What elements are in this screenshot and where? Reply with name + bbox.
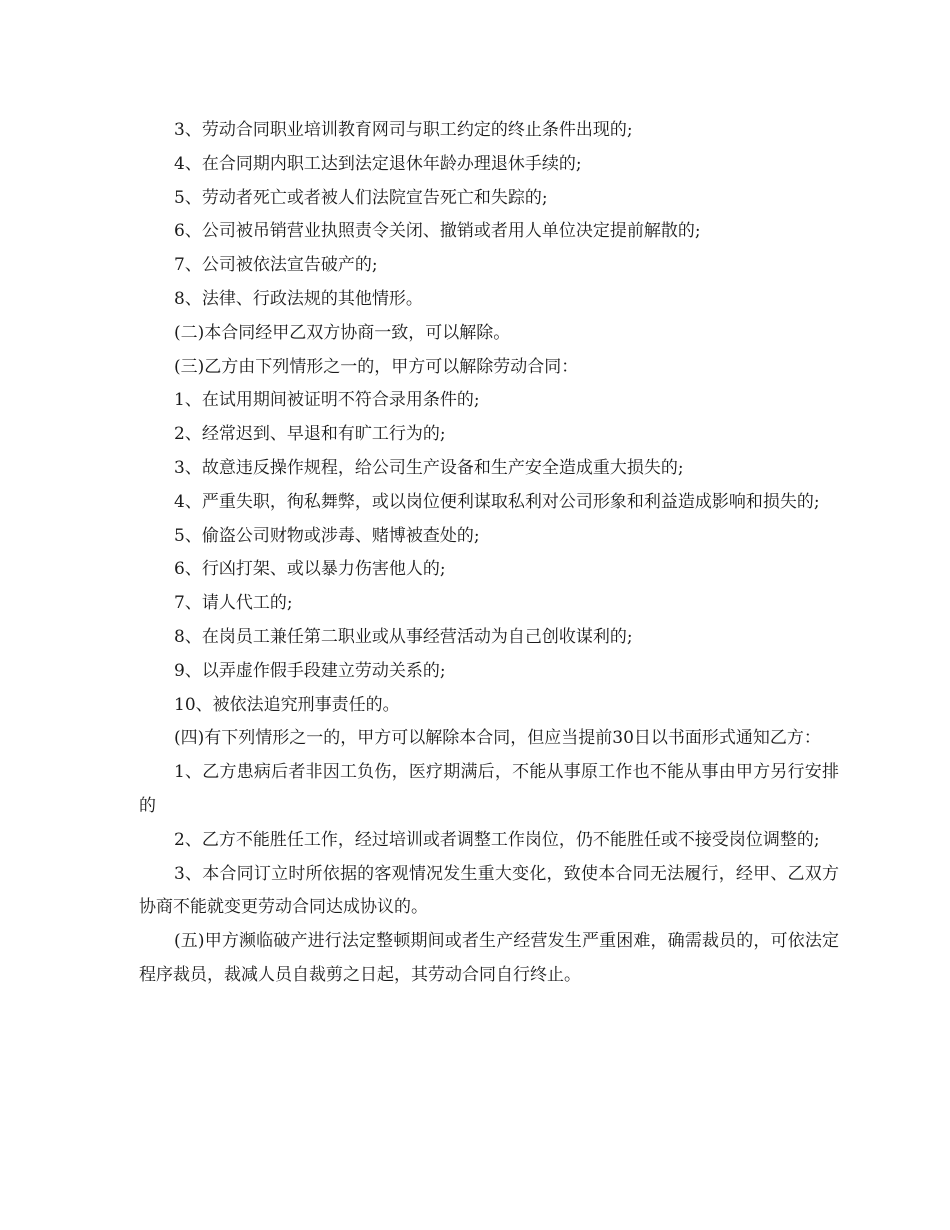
clause-dismissal-2: 2、经常迟到、早退和有旷工行为的; bbox=[174, 424, 446, 445]
clause-notice-1: 1、乙方患病后者非因工负伤，医疗期满后，不能从事原工作也不能从事由甲方另行安排的 bbox=[139, 762, 839, 816]
clause-dismissal-1: 1、在试用期间被证明不符合录用条件的; bbox=[174, 390, 480, 411]
clause-termination-3: 3、劳动合同职业培训教育网司与职工约定的终止条件出现的; bbox=[174, 120, 633, 140]
section-four-heading: (四)有下列情形之一的，甲方可以解除本合同，但应当提前30日以书面形式通知乙方： bbox=[174, 728, 821, 749]
clause-dismissal-3: 3、故意违反操作规程，给公司生产设备和生产安全造成重大损失的; bbox=[174, 457, 684, 478]
clause-notice-3: 3、本合同订立时所依据的客观情况发生重大变化，致使本合同无法履行，经甲、乙双方协商不能就变更劳动合同达成协议的。 bbox=[139, 863, 839, 918]
clause-dismissal-4: 4、严重失职，徇私舞弊，或以岗位便利谋取私利对公司形象和利益造成影响和损失的; bbox=[174, 491, 820, 512]
clause-termination-5: 5、劳动者死亡或者被人们法院宣告死亡和失踪的; bbox=[174, 187, 548, 208]
clause-dismissal-6: 6、行凶打架、或以暴力伤害他人的; bbox=[174, 559, 446, 580]
section-five-layoff: (五)甲方濒临破产进行法定整顿期间或者生产经营发生严重困难，确需裁员的，可依法定程序裁员，裁减人员自裁剪之日起，其劳动合同自行终止。 bbox=[139, 931, 839, 985]
clause-dismissal-9: 9、以弄虚作假手段建立劳动关系的; bbox=[174, 660, 446, 681]
clause-dismissal-5: 5、偷盗公司财物或涉毒、赌博被查处的; bbox=[174, 525, 480, 546]
clause-termination-6: 6、公司被吊销营业执照责令关闭、撤销或者用人单位决定提前解散的; bbox=[174, 221, 701, 242]
clause-termination-4: 4、在合同期内职工达到法定退休年龄办理退休手续的; bbox=[174, 153, 582, 174]
section-two-mutual-termination: (二)本合同经甲乙双方协商一致，可以解除。 bbox=[174, 322, 511, 343]
clause-termination-7: 7、公司被依法宣告破产的; bbox=[174, 255, 378, 276]
clause-dismissal-7: 7、请人代工的; bbox=[174, 593, 293, 614]
section-three-heading: (三)乙方由下列情形之一的，甲方可以解除劳动合同： bbox=[174, 356, 579, 377]
clause-termination-8: 8、法律、行政法规的其他情形。 bbox=[174, 288, 423, 309]
clause-notice-2: 2、乙方不能胜任工作，经过培训或者调整工作岗位，仍不能胜任或不接受岗位调整的; bbox=[174, 829, 820, 850]
clause-dismissal-10: 10、被依法追究刑事责任的。 bbox=[174, 694, 400, 715]
contract-text-body bbox=[139, 114, 839, 993]
clause-dismissal-8: 8、在岗员工兼任第二职业或从事经营活动为自己创收谋利的; bbox=[174, 626, 633, 647]
